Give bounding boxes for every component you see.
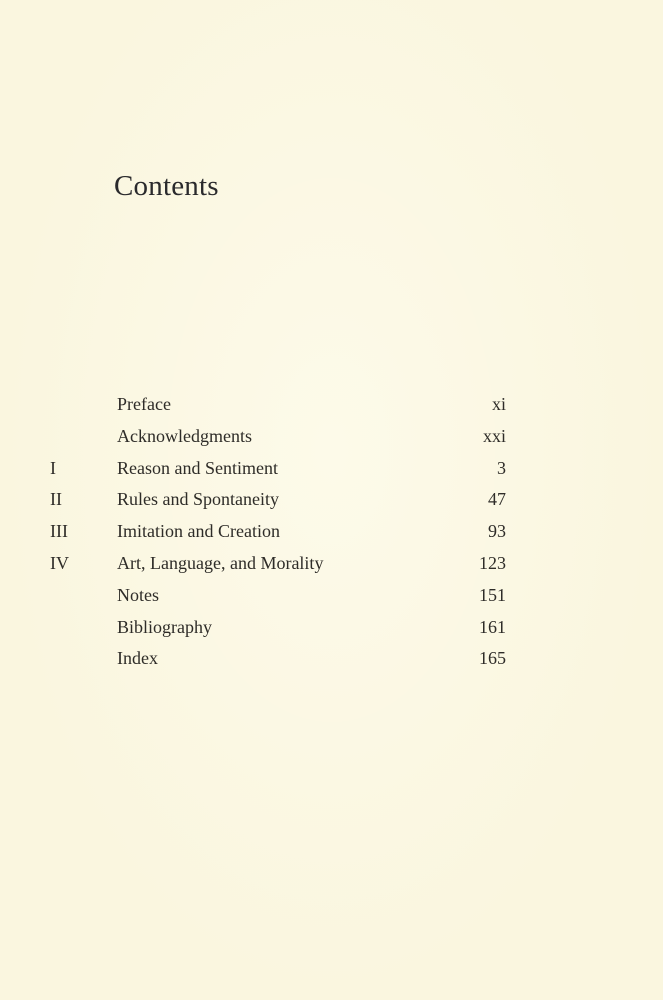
page-number: 123 xyxy=(479,552,506,573)
toc-entry-preface xyxy=(0,390,663,422)
entry-title: Reason and Sentiment xyxy=(117,457,278,478)
toc-entry-chapter-2 xyxy=(0,485,663,517)
page-number: 151 xyxy=(479,584,506,605)
chapter-number: IV xyxy=(50,552,69,573)
entry-title: Art, Language, and Morality xyxy=(117,552,324,573)
entry-title: Bibliography xyxy=(117,616,212,637)
toc-entry-chapter-3 xyxy=(0,517,663,549)
page-number: 165 xyxy=(479,648,506,669)
toc-entry-chapter-4 xyxy=(0,549,663,581)
entry-title: Preface xyxy=(117,394,171,414)
entry-title: Index xyxy=(117,648,158,669)
page-number: 161 xyxy=(479,616,506,637)
toc-entry-acknowledgments xyxy=(0,422,663,454)
entry-title: Notes xyxy=(117,584,159,605)
entry-title: Rules and Spontaneity xyxy=(117,489,279,510)
page-number: xxi xyxy=(482,425,506,446)
chapter-number: II xyxy=(50,489,62,510)
chapter-number: III xyxy=(50,521,68,542)
table-of-contents xyxy=(0,390,663,676)
page-number: xi xyxy=(491,394,506,414)
page-number: 93 xyxy=(488,521,506,542)
page-number: 47 xyxy=(488,489,506,510)
page-title: Contents xyxy=(114,170,219,202)
toc-entry-bibliography xyxy=(0,613,663,645)
toc-entry-notes xyxy=(0,581,663,613)
entry-title: Imitation and Creation xyxy=(117,521,280,542)
entry-title: Acknowledgments xyxy=(117,425,252,446)
toc-entry-chapter-1 xyxy=(0,454,663,486)
page-number: 3 xyxy=(497,457,506,478)
toc-entry-index xyxy=(0,644,663,676)
chapter-number: I xyxy=(50,457,56,478)
